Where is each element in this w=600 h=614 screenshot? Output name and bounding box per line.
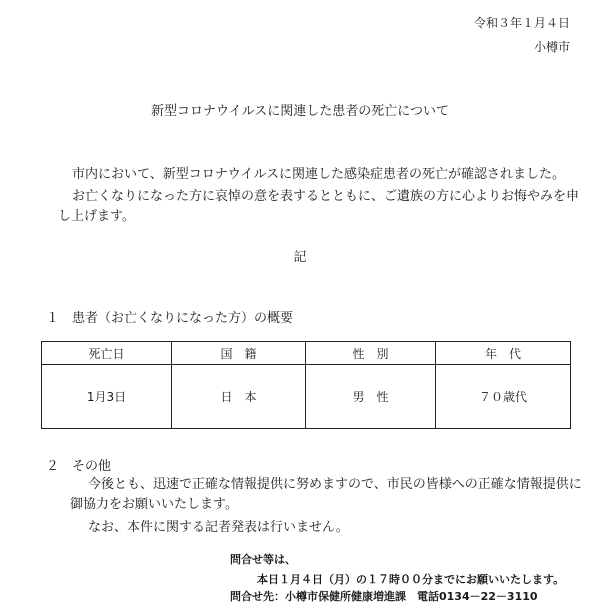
contact-deadline: 本日１月４日（月）の１７時００分までにお願いいたします。 xyxy=(257,573,565,586)
section-1-heading: １ 患者（お亡くなりになった方）の概要 xyxy=(46,311,294,326)
header-date-of-death: 死亡日 xyxy=(42,342,172,365)
cell-nationality: 日 本 xyxy=(172,365,306,429)
ki-marker: 記 xyxy=(293,250,307,265)
body-line-1: 市内において、新型コロナウイルスに関連した感染症患者の死亡が確認されました。 xyxy=(72,167,565,182)
contact-info: 問合せ先：小樽市保健所健康増進課 電話0134－22－3110 xyxy=(230,590,538,603)
section-2-heading: ２ その他 xyxy=(46,459,112,474)
document-title: 新型コロナウイルスに関連した患者の死亡について xyxy=(151,104,449,119)
body-line-3: し上げます。 xyxy=(58,209,135,224)
other-line-1: 今後とも、迅速で正確な情報提供に努めますので、市民の皆様への正確な情報提供に xyxy=(88,477,582,492)
cell-date-of-death: 1月3日 xyxy=(42,365,172,429)
other-line-2: 御協力をお願いいたします。 xyxy=(70,497,238,512)
contact-heading: 問合せ等は、 xyxy=(230,553,296,566)
header-sex: 性 別 xyxy=(306,342,436,365)
table-header-row xyxy=(42,342,571,365)
document-date: 令和３年１月４日 xyxy=(473,16,570,30)
cell-sex: 男 性 xyxy=(306,365,436,429)
issuer-name: 小樽市 xyxy=(533,40,570,54)
header-nationality: 国 籍 xyxy=(172,342,306,365)
other-line-3: なお、本件に関する記者発表は行いません。 xyxy=(88,520,349,535)
header-age-group: 年 代 xyxy=(436,342,571,365)
cell-age-group: ７０歳代 xyxy=(436,365,571,429)
table-row xyxy=(42,365,571,429)
patient-summary-table xyxy=(41,341,571,429)
body-line-2: お亡くなりになった方に哀悼の意を表するとともに、ご遺族の方に心よりお悔やみを申 xyxy=(72,189,580,204)
